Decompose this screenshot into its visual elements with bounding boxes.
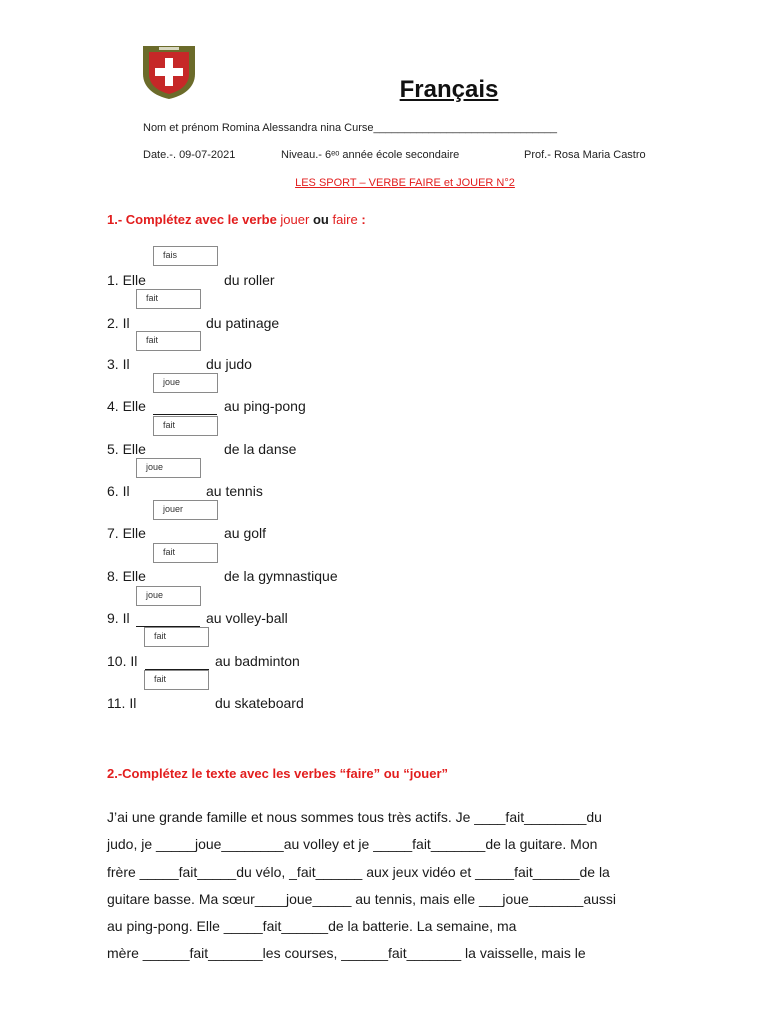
item-subject: 5. Elle [107,441,146,457]
answer-box-7[interactable]: jouer [153,500,218,520]
section1-verb-faire: faire [332,212,358,227]
item-rest: de la gymnastique [224,568,338,584]
item-subject: 10. Il [107,653,138,669]
item-subject: 8. Elle [107,568,146,584]
exercise-line-2 [107,315,280,331]
item-subject: 7. Elle [107,525,146,541]
paragraph-line: frère _____fait_____du vélo, _fait______ aux jeux vidéo et _____fait______de la [107,863,610,880]
paragraph-line: judo, je _____joue________au volley et je _____fait_______de la guitare. Mon [107,836,598,853]
item-subject: 4. Elle [107,398,146,414]
item-rest: du judo [206,356,252,372]
teacher-field: Prof.- Rosa Maria Castro [524,149,646,161]
item-rest: au golf [224,525,267,541]
exercise-line-6 [107,483,263,499]
exercise-line-4 [107,398,306,414]
blank-line [153,414,217,415]
page-title: Français [399,76,499,103]
exercise-line-9 [107,610,288,626]
item-rest: de la danse [224,441,297,457]
answer-box-1[interactable]: fais [153,246,218,266]
answer-box-3[interactable]: fait [136,331,201,351]
fill-in-paragraph [107,804,667,968]
answer-box-5[interactable]: fait [153,416,218,436]
item-subject: 11. Il [107,695,137,711]
section1-or: ou [309,212,333,227]
exercise-line-1 [107,272,275,288]
answer-box-2[interactable]: fait [136,289,201,309]
worksheet-title: LES SPORT – VERBE FAIRE et JOUER N°2 [295,177,515,189]
paragraph-line: guitare basse. Ma sœur____joue_____ au tennis, mais elle ___joue_______aussi [107,890,617,907]
item-rest: au badminton [215,653,300,669]
section1-verb-jouer: jouer [280,212,310,227]
level-field: Niveau.- 6ᵉᵒ année école secondaire [281,149,460,161]
exercise-line-10 [107,653,300,669]
exercise-line-11 [107,695,304,711]
exercise-line-3 [107,356,252,372]
answer-box-10[interactable]: fait [144,627,209,647]
section1-heading [107,212,366,227]
item-subject: 2. Il [107,315,130,331]
section1-prefix: 1.- Complétez avec le verbe [107,212,281,227]
exercise-line-5 [107,441,297,457]
item-rest: du patinage [206,315,280,331]
item-rest: du roller [224,272,275,288]
item-rest: au volley-ball [206,610,288,626]
item-rest: au ping-pong [224,398,306,414]
answer-box-9[interactable]: joue [136,586,201,606]
item-subject: 9. Il [107,610,130,626]
item-subject: 1. Elle [107,272,146,288]
paragraph-line: au ping-pong. Elle _____fait______de la batterie. La semaine, ma [107,918,517,935]
student-name-line: Nom et prénom Romina Alessandra nina Curse______________________________ [143,122,558,134]
exercise-line-7 [107,525,267,541]
date-field: Date.-. 09-07-2021 [143,149,236,161]
answer-box-6[interactable]: joue [136,458,201,478]
answer-box-11[interactable]: fait [144,670,209,690]
item-subject: 3. Il [107,356,130,372]
item-rest: au tennis [206,483,263,499]
item-subject: 6. Il [107,483,130,499]
answer-box-8[interactable]: fait [153,543,218,563]
exercise-line-8 [107,568,338,584]
section1-suffix: : [357,212,366,227]
answer-box-4[interactable]: joue [153,373,218,393]
section2-heading: 2.-Complétez le texte avec les verbes “faire” ou “jouer” [107,766,449,781]
item-rest: du skateboard [215,695,304,711]
paragraph-line: mère ______fait_______les courses, ______fait_______ la vaisselle, mais le [107,945,586,962]
paragraph-line: J’ai une grande famille et nous sommes tous très actifs. Je ____fait________du [107,809,602,825]
